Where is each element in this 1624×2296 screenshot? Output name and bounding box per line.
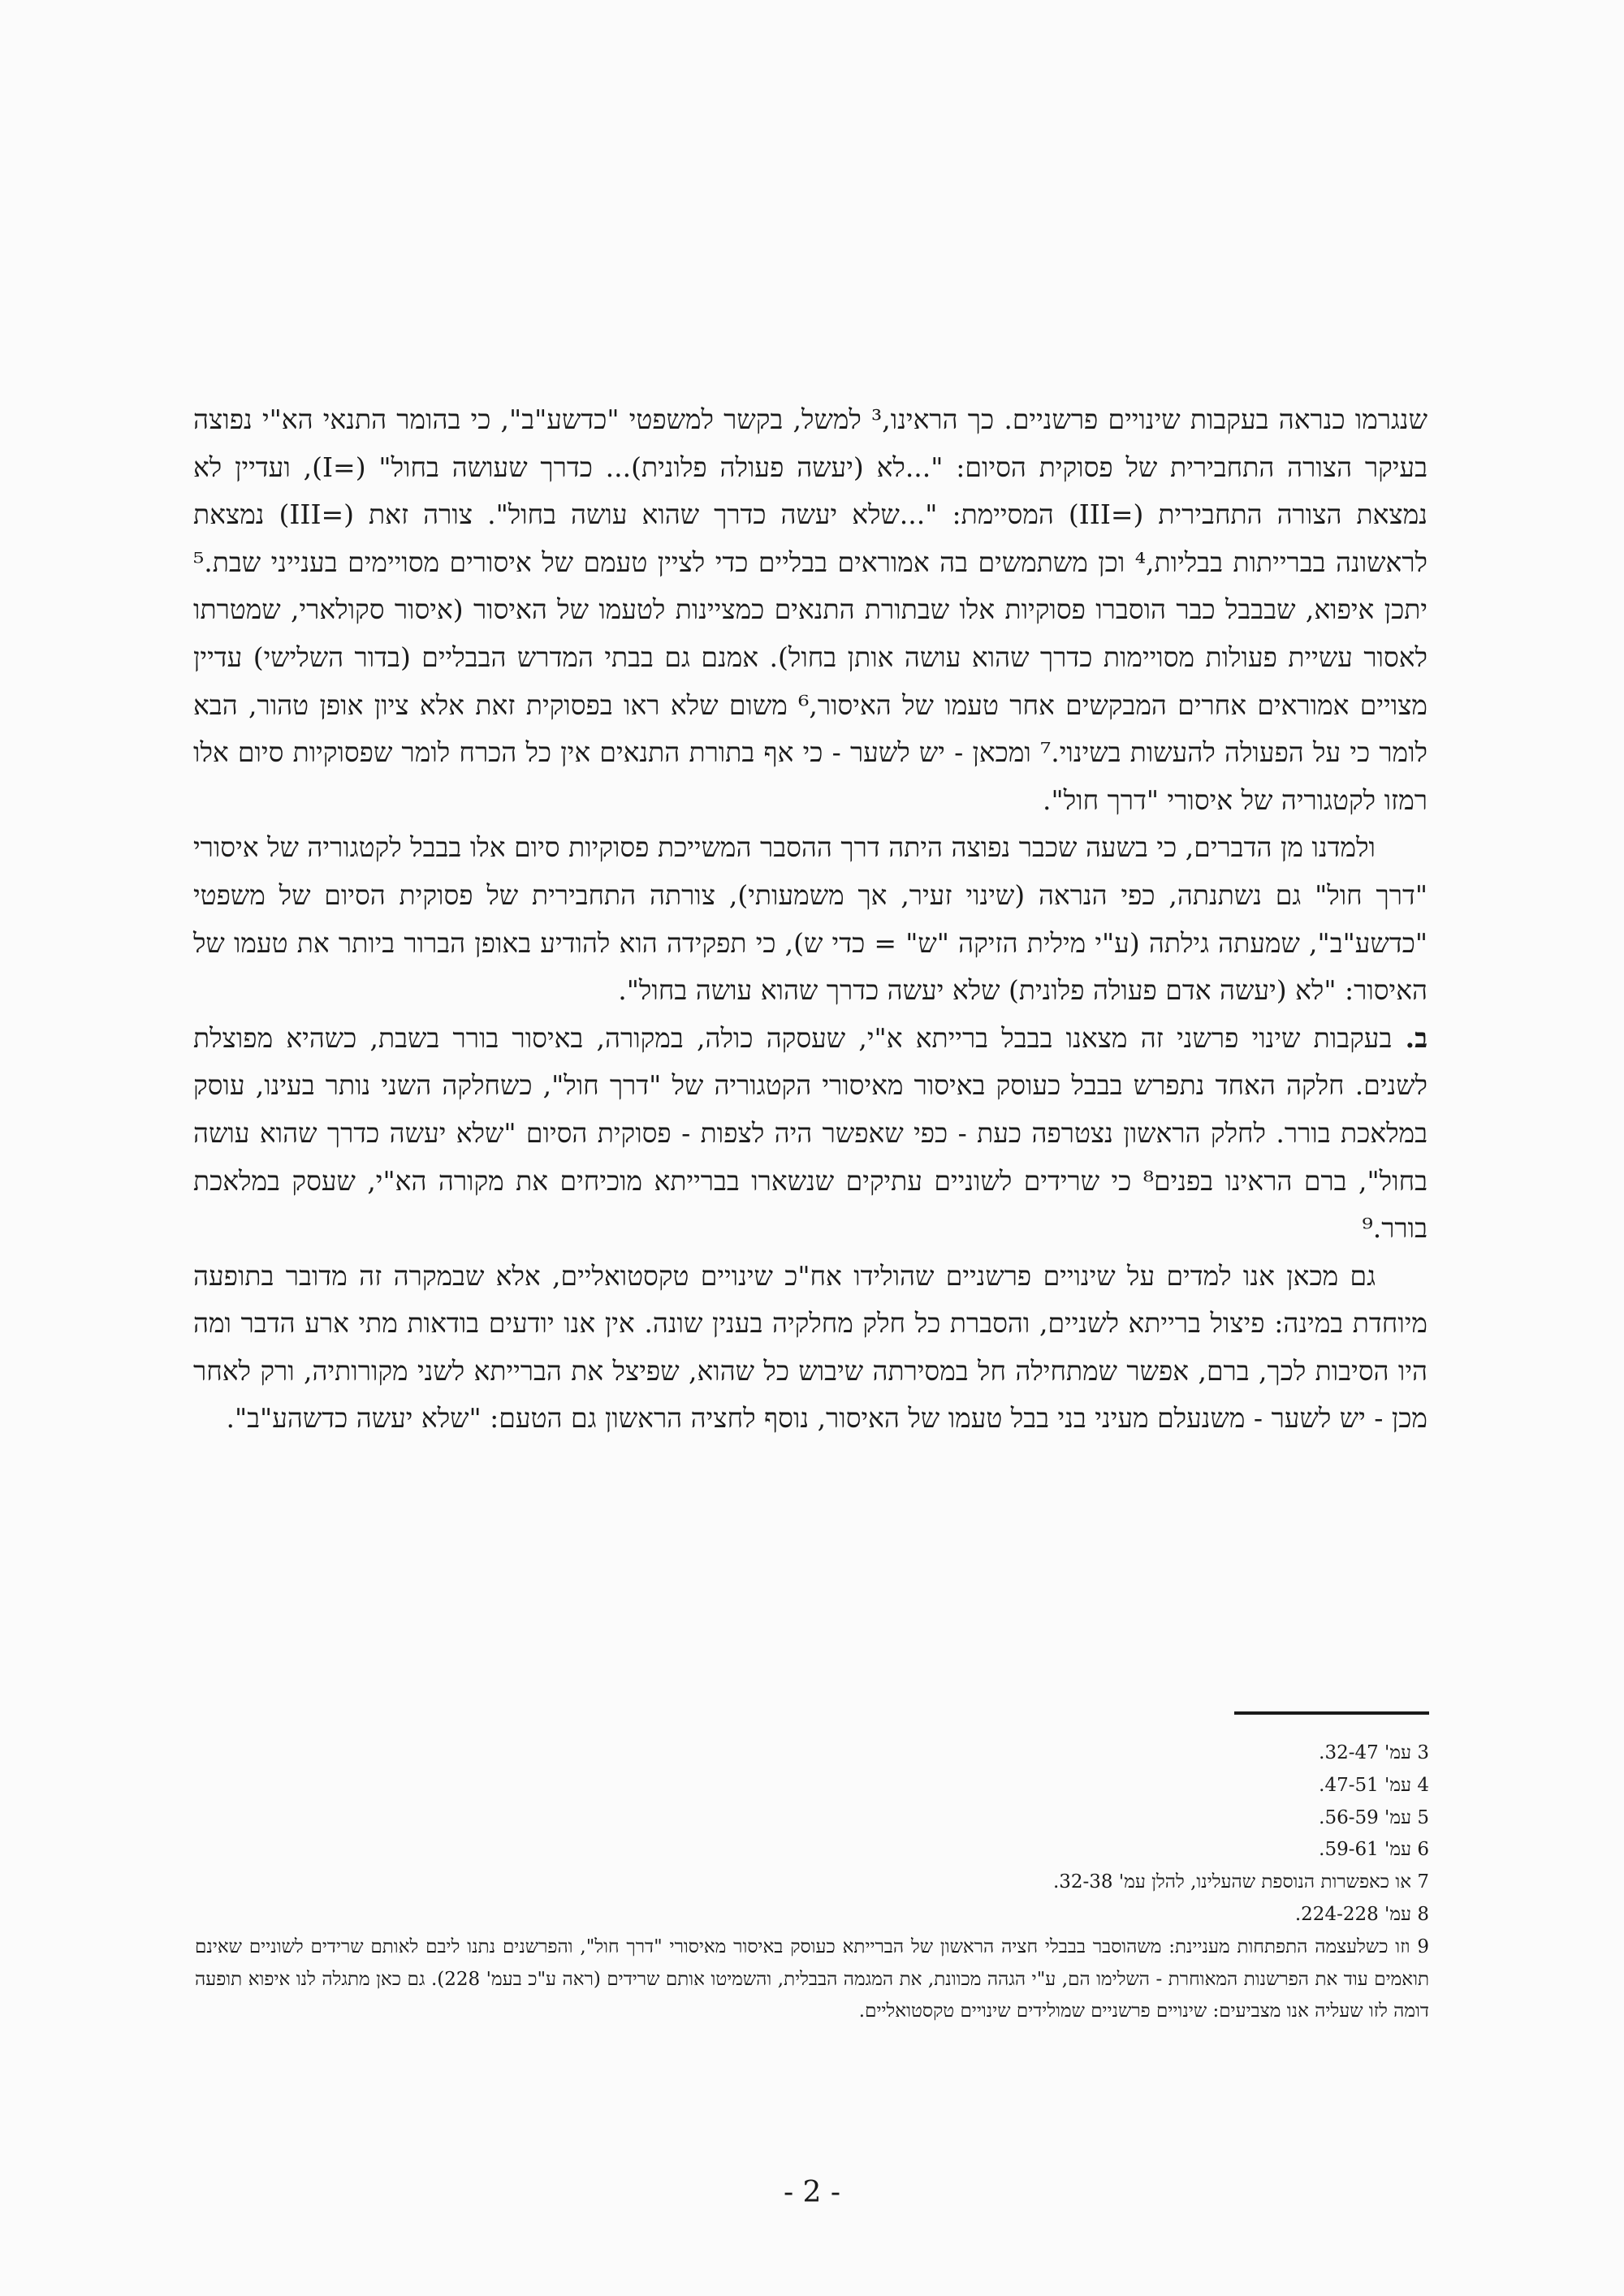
footnotes — [195, 1737, 1429, 2028]
section-marker-b: ב. — [1405, 1021, 1427, 1054]
footnote-8: 8 עמ' 224-228. — [1294, 1903, 1429, 1925]
main-text — [193, 396, 1427, 1443]
paragraph-1: שנגרמו כנראה בעקבות שינויים פרשניים. כך הראינו,³ למשל, בקשר למשפטי "כדשע"ב", כי בהומר התנאי הא"י נפוצה בעיקר הצורה התחבירית של פסוקית הסיום: "...לא (יעשה פעולה פלונית)... כדרך שעושה בחול" (=I), ועדיין לא נמצאת הצורה התחבירית (=III) המסיימת: "...שלא יעשה כדרך שהוא עושה בחול". צורה זאת (=III) נמצאת לראשונה בברייתות בבליות,⁴ וכן משתמשים בה אמוראים בבליים כדי לציין טעמם של איסורים מסויימים בענייני שבת.⁵ יתכן איפוא, שבבבל כבר הוסברו פסוקיות אלו שבתורת התנאים כמציינות לטעמו של האיסור (איסור סקולארי, שמטרתו לאסור עשיית פעולות מסויימות כדרך שהוא עושה אותן בחול). אמנם גם בבתי המדרש הבבליים (בדור השלישי) עדיין מצויים אמוראים אחרים המבקשים אחר טעמו של האיסור,⁶ משום שלא ראו בפסוקית זאת אלא ציון אופן טהור, הבא לומר כי על הפעולה להעשות בשינוי.⁷ ומכאן - יש לשער - כי אף בתורת התנאים אין כל הכרח לומר שפסוקיות סיום אלו רמזו לקטגוריה של איסורי "דרך חול". — [193, 404, 1427, 816]
footnote-7: 7 או כאפשרות הנוספת שהעלינו, להלן עמ' 32-38. — [1052, 1871, 1429, 1893]
footnote-5: 5 עמ' 56-59. — [1319, 1806, 1429, 1828]
page-number: - 2 - — [783, 2176, 841, 2209]
paragraph-3-text: בעקבות שינוי פרשני זה מצאנו בבבל ברייתא א"י, שעסקה כולה, במקורה, באיסור בורר בשבת, כשהיא מפוצלת לשנים. חלקה האחד נתפרש בבבל כעוסק באיסור מאיסורי הקטגוריה של "דרך חול", כשחלקה השני נותר בעינו, עוסק במלאכת בורר. לחלק הראשון נצטרפה כעת - כפי שאפשר היה לצפות - פסוקית הסיום "שלא יעשה כדרך שהוא עושה בחול", ברם הראינו בפנים⁸ כי שרידים לשוניים עתיקים שנשארו בברייתא מוכיחים את מקורה הא"י, שעסק במלאכת בורר.⁹ — [193, 1021, 1427, 1245]
paragraph-2: ולמדנו מן הדברים, כי בשעה שכבר נפוצה היתה דרך ההסבר המשייכת פסוקיות סיום אלו בבבל לקטגוריה של איסורי "דרך חול" גם נשתנתה, כפי הנראה (שינוי זעיר, אך משמעותי), צורתה התחבירית של פסוקית הסיום של משפטי "כדשע"ב", שמעתה גילתה (ע"י מילית הזיקה "ש" = כדי ש), כי תפקידה הוא להודיע באופן הברור ביותר את טעמו של האיסור: "לא (יעשה אדם פעולה פלונית) שלא יעשה כדרך שהוא עושה בחול". — [193, 831, 1427, 1007]
footnote-9: 9 וזו כשלעצמה התפתחות מעניינת: משהוסבר בבבלי חציה הראשון של הברייתא כעוסק באיסור מאיסורי "דרך חול", והפרשנים נתנו ליבם לאותם שרידים לשוניים שאינם תואמים עוד את הפרשנות המאוחרת - השלימו הם, ע"י הגהה מכוונת, את המגמה הבבלית, והשמיטו אותם שרידים (ראה ע"כ בעמ' 228). גם כאן מתגלה לנו איפוא תופעה דומה לזו שעליה אנו מצביעים: שינויים פרשניים שמולידים שינויים טקסטואליים. — [195, 1936, 1429, 2022]
paragraph-4: גם מכאן אנו למדים על שינויים פרשניים שהולידו אח"כ שינויים טקסטואליים, אלא שבמקרה זה מדובר בתופעה מיוחדת במינה: פיצול ברייתא לשניים, והסברת כל חלק מחלקיה בענין שונה. אין אנו יודעים בודאות מתי ארע הדבר ומה היו הסיבות לכך, ברם, אפשר שמתחילה חל במסירתה שיבוש כל שהוא, שפיצל את הברייתא לשני מקורותיה, ורק לאחר מכן - יש לשער - משנעלם מעיני בני בבל טעמו של האיסור, נוסף לחציה הראשון גם הטעם: "שלא יעשה כדשהע"ב". — [193, 1259, 1427, 1435]
footnote-6: 6 עמ' 59-61. — [1319, 1839, 1429, 1861]
paragraph-3 — [193, 1015, 1427, 1253]
footnote-4: 4 עמ' 47-51. — [1319, 1774, 1429, 1796]
footnote-separator — [1234, 1711, 1429, 1715]
footnote-3: 3 עמ' 32-47. — [1319, 1742, 1429, 1763]
